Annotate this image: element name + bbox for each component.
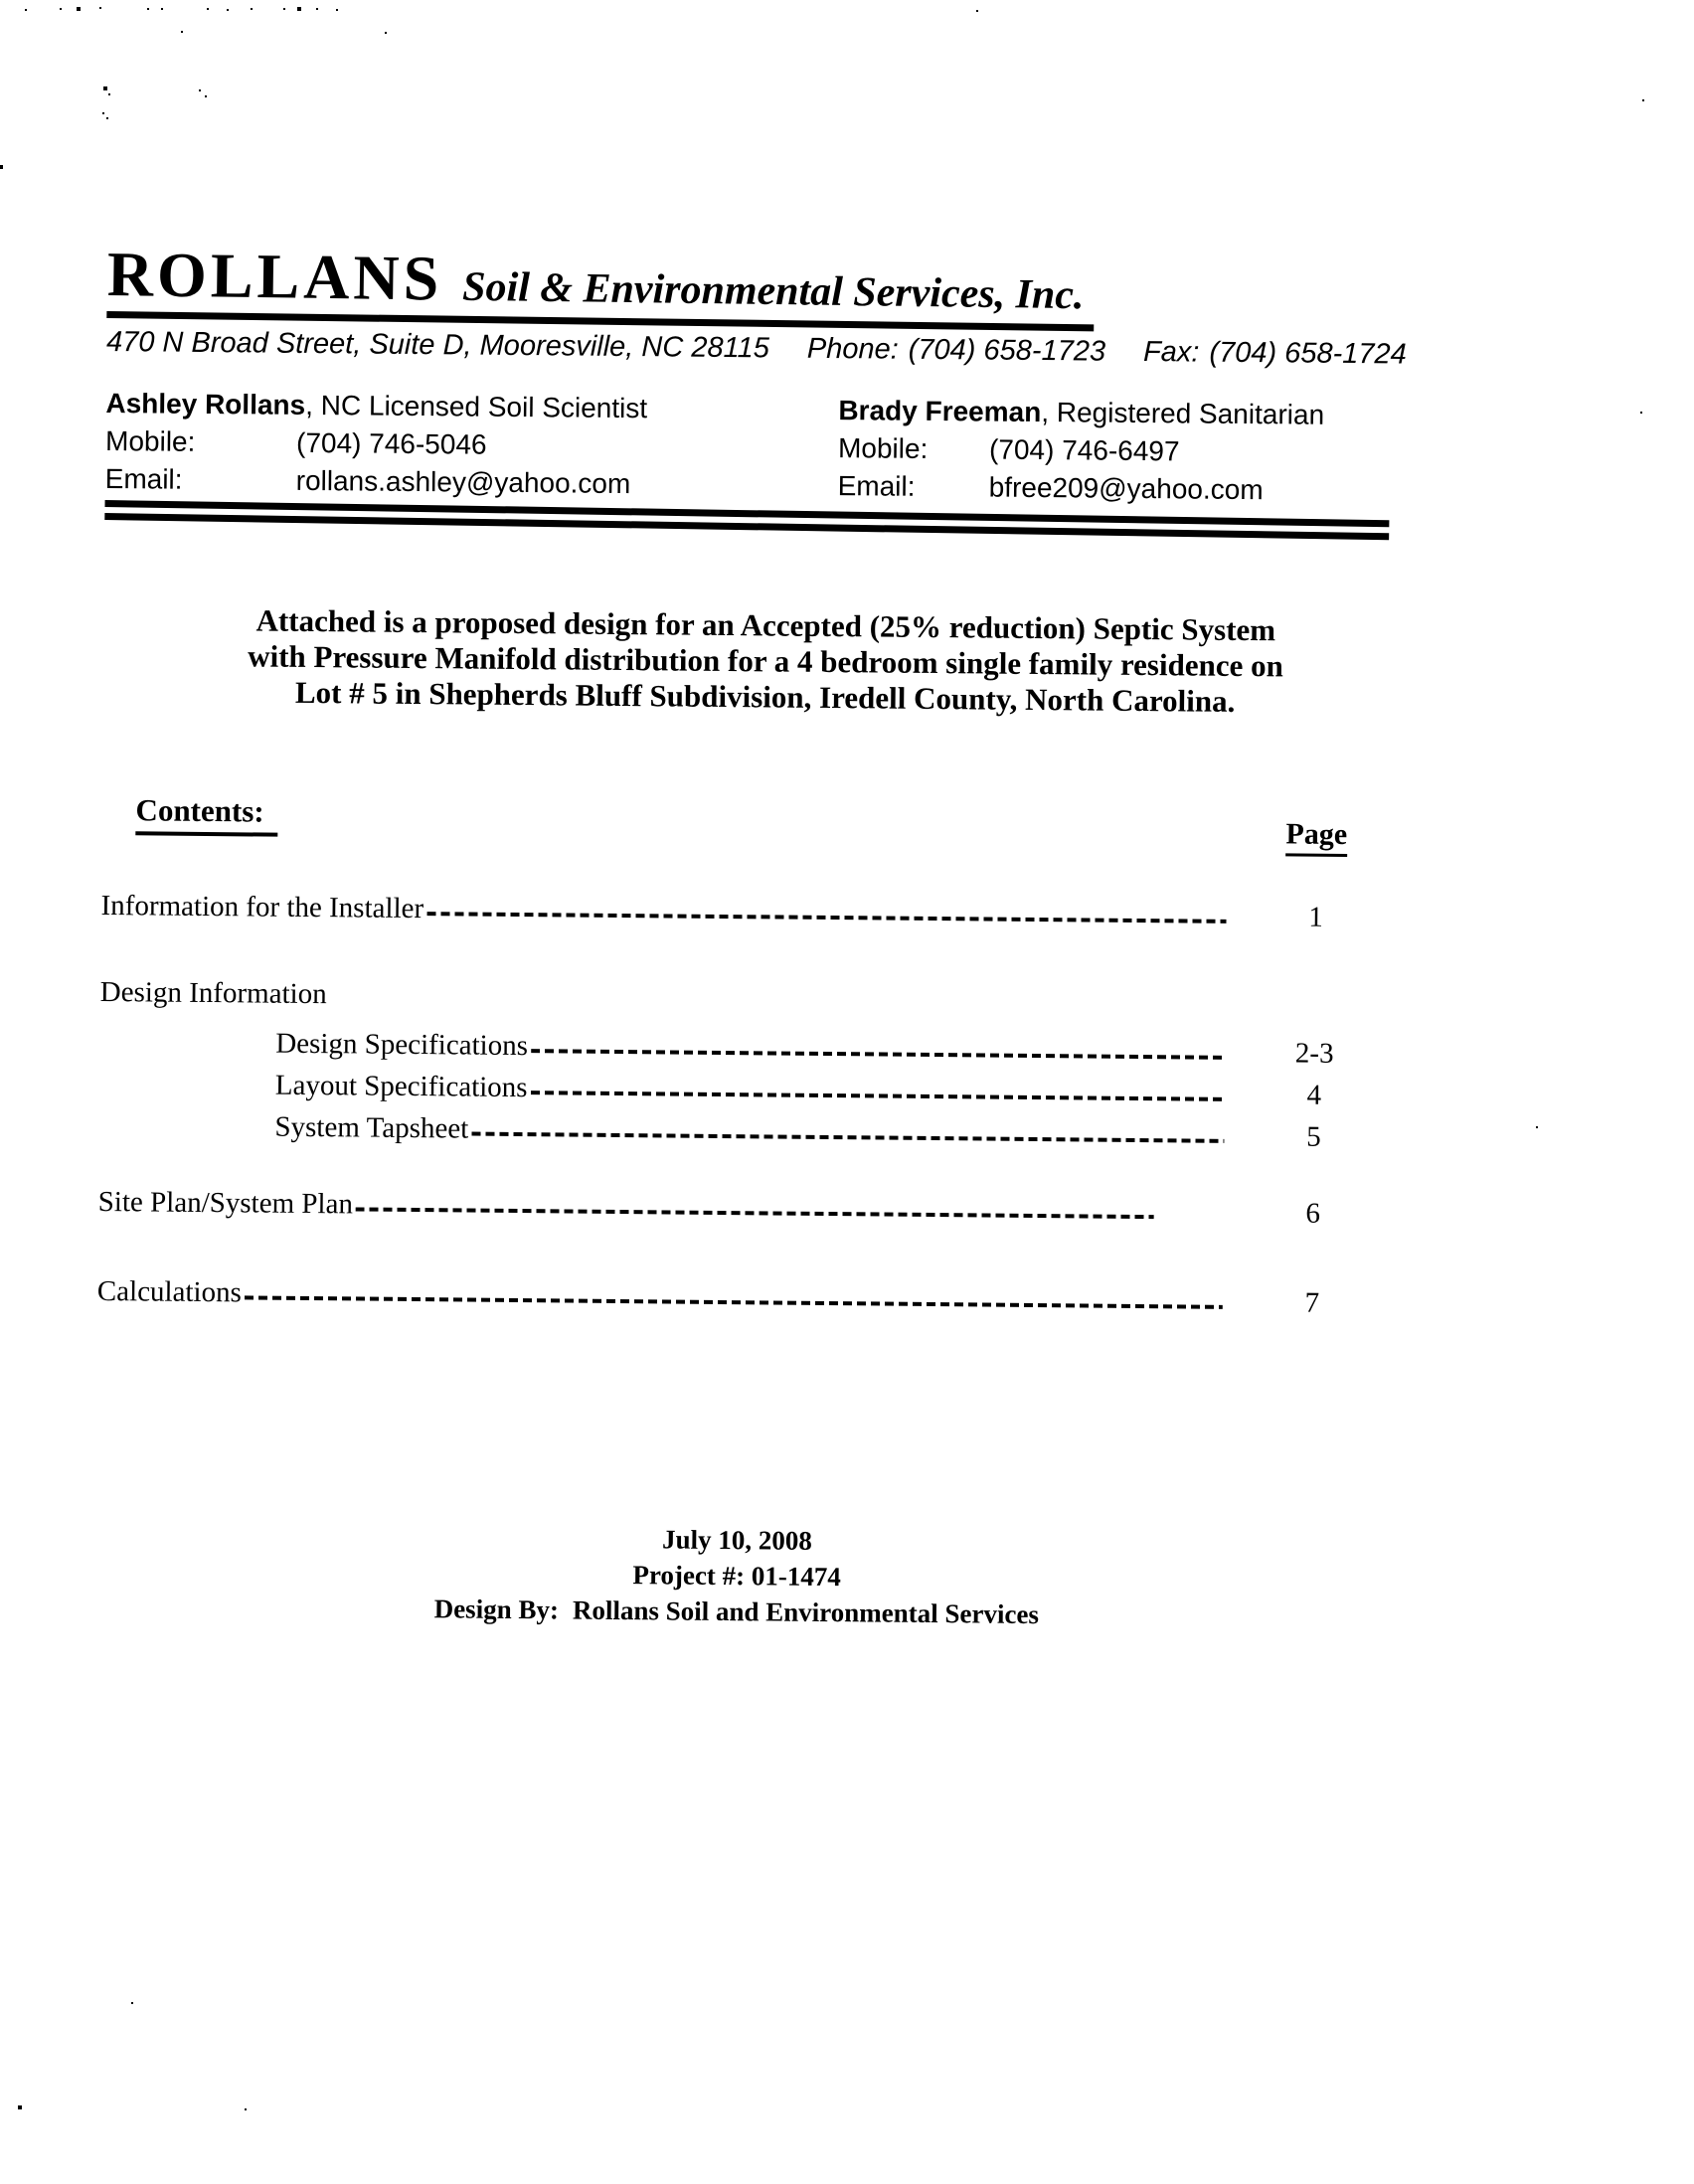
toc-page-number: 1	[1308, 901, 1323, 933]
toc-item-label: Design Specifications	[275, 1027, 529, 1063]
email-address: rollans.ashley@yahoo.com	[295, 464, 631, 500]
company-tagline: Soil & Environmental Services, Inc.	[461, 263, 1085, 319]
letterhead	[104, 239, 1407, 532]
company-logo	[106, 239, 1095, 331]
contact-name: Ashley Rollans	[105, 387, 306, 420]
toc-item-label: Information for the Installer	[100, 889, 424, 925]
toc-item-label: System Tapsheet	[274, 1110, 469, 1145]
dotted-leader	[471, 1132, 1224, 1143]
mobile-number: (704) 746-6497	[988, 433, 1180, 467]
contact-email-row	[105, 460, 838, 505]
toc-row-layout-specifications	[99, 1067, 1384, 1112]
contact-title: , Registered Sanitarian	[1041, 397, 1325, 430]
mobile-label: Mobile:	[837, 432, 929, 464]
contact-brady-freeman	[838, 392, 1391, 510]
dotted-leader	[530, 1091, 1224, 1101]
document-content	[94, 239, 1407, 1635]
project-number: Project #: 01-1474	[632, 1560, 842, 1593]
email-label: Email:	[837, 470, 916, 502]
phone-label: Phone:	[806, 332, 899, 366]
phone-number: (704) 658-1723	[908, 333, 1106, 368]
toc-page-number: 4	[1306, 1079, 1322, 1111]
toc-page-number: 6	[1305, 1197, 1321, 1230]
toc-header	[101, 792, 1386, 851]
fax-number: (704) 658-1724	[1209, 336, 1407, 371]
document-date: July 10, 2008	[661, 1524, 813, 1556]
contact-mobile-row	[838, 429, 1390, 472]
dotted-leader	[531, 1049, 1225, 1060]
street-address: 470 N Broad Street, Suite D, Mooresville, NC 28115	[105, 325, 769, 365]
contact-name-row	[838, 392, 1390, 434]
contact-ashley-rollans	[105, 385, 839, 505]
fax-label: Fax:	[1142, 336, 1200, 369]
intro-line-1: Attached is a proposed design for an Accepted (25% reduction) Septic System	[255, 602, 1276, 648]
toc-item-label: Calculations	[96, 1274, 243, 1309]
email-label: Email:	[104, 462, 183, 495]
contact-title: , NC Licensed Soil Scientist	[305, 389, 648, 424]
fax-group	[1143, 335, 1407, 372]
toc-page-number: 5	[1306, 1120, 1321, 1153]
page-heading: Page	[1285, 817, 1347, 857]
intro-line-3: Lot # 5 in Shepherds Bluff Subdivision, Iredell County, North Carolina.	[294, 674, 1236, 719]
contact-email-row	[838, 467, 1390, 510]
toc-page-number	[1246, 986, 1385, 987]
intro-line-2: with Pressure Manifold distribution for a 4 bedroom single family residence on	[248, 638, 1283, 684]
toc-item-label: Layout Specifications	[274, 1069, 528, 1104]
toc-row-design-specifications	[99, 1025, 1384, 1071]
email-address: bfree209@yahoo.com	[988, 471, 1264, 506]
toc-row-site-plan	[98, 1185, 1383, 1231]
scan-noise	[0, 0, 2, 2]
company-name: ROLLANS	[106, 239, 443, 314]
dotted-leader	[356, 1207, 1154, 1219]
mobile-label: Mobile:	[104, 424, 196, 457]
table-of-contents	[97, 792, 1387, 1320]
design-by-label: Design By:	[433, 1594, 560, 1625]
toc-item-label: Site Plan/System Plan	[97, 1185, 354, 1221]
contact-block	[105, 385, 1391, 510]
dotted-leader	[426, 912, 1226, 924]
contact-name: Brady Freeman	[838, 395, 1042, 428]
toc-page-number: 7	[1304, 1286, 1320, 1319]
address-line	[105, 325, 1407, 371]
contents-heading: Contents:	[135, 792, 278, 836]
toc-row-system-tapsheet	[98, 1108, 1383, 1154]
toc-row-information-for-installer	[100, 889, 1385, 934]
toc-item-label: Design Information	[99, 975, 327, 1011]
toc-page-number: 2-3	[1294, 1037, 1334, 1070]
toc-header-spacer	[278, 794, 1248, 803]
page-column-header	[1247, 803, 1387, 857]
toc-row-calculations	[97, 1274, 1382, 1320]
phone-group	[807, 332, 1106, 369]
design-by-value: Rollans Soil and Environmental Services	[572, 1595, 1040, 1630]
dotted-leader	[245, 1295, 1223, 1308]
intro-paragraph	[241, 602, 1291, 720]
mobile-number: (704) 746-5046	[295, 426, 487, 460]
dotted-leader	[330, 997, 1226, 1010]
document-footer	[94, 1516, 1380, 1635]
toc-row-design-information	[100, 975, 1385, 1021]
